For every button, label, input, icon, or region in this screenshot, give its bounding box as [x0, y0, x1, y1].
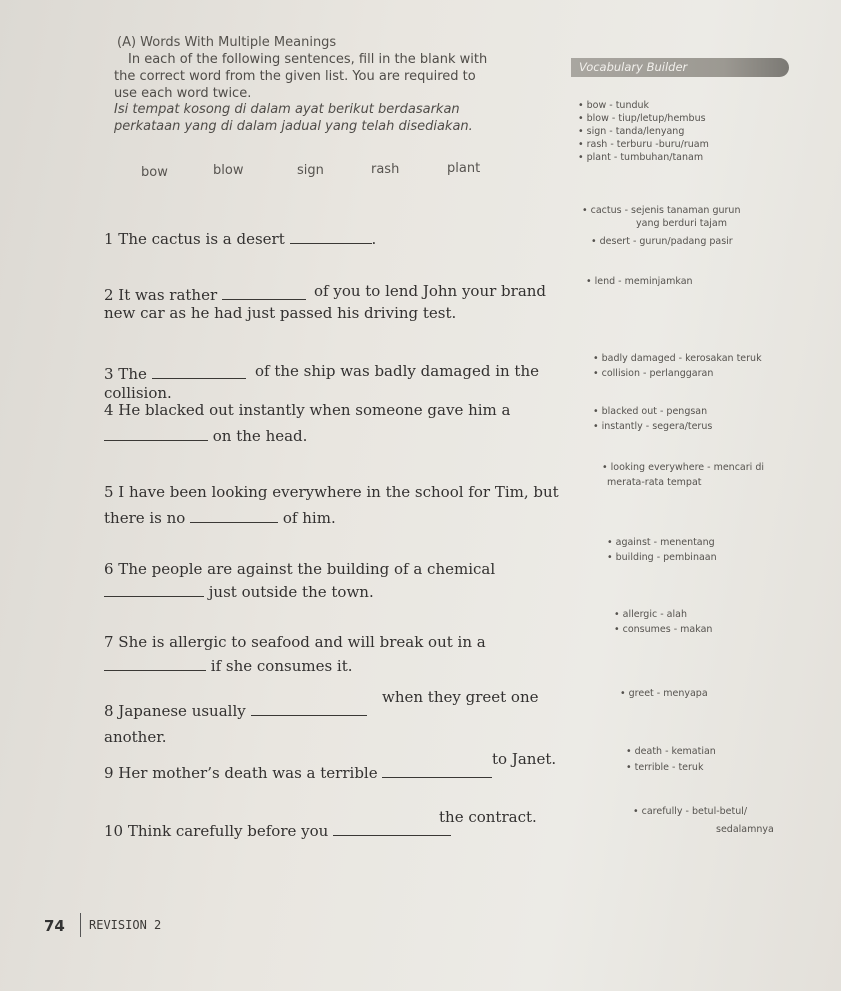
word-sign: sign — [297, 163, 324, 178]
question-3: 3 The — [104, 364, 246, 383]
vocab-entry: • rash - terburu -buru/ruam — [578, 139, 709, 150]
answer-blank[interactable] — [104, 426, 208, 441]
vocab-entry: • consumes - makan — [614, 624, 713, 635]
section-title: (A) Words With Multiple Meanings — [117, 35, 337, 50]
question-2-cont: of you to lend John your brand — [314, 282, 547, 300]
word-blow: blow — [213, 163, 244, 178]
word-rash: rash — [371, 162, 400, 177]
answer-blank[interactable] — [152, 364, 246, 379]
question-8: 8 Japanese usually — [104, 701, 367, 720]
vocab-entry: • greet - menyapa — [620, 688, 708, 699]
vocab-entry: yang berduri tajam — [636, 218, 728, 229]
vocab-entry: • plant - tumbuhan/tanam — [578, 152, 704, 163]
vocab-entry: • instantly - segera/terus — [593, 421, 713, 432]
question-2: 2 It was rather — [104, 285, 306, 304]
vocab-entry: • terrible - teruk — [626, 762, 704, 773]
vocab-entry: • bow - tunduk — [578, 100, 650, 111]
answer-blank[interactable] — [251, 701, 367, 716]
word-plant: plant — [447, 161, 481, 176]
answer-blank[interactable] — [382, 763, 492, 778]
question-8-line-2: another. — [104, 728, 167, 746]
vocab-entry: • sign - tanda/lenyang — [578, 126, 685, 137]
vocab-entry: • building - pembinaan — [607, 552, 717, 563]
vocab-entry: • badly damaged - kerosakan teruk — [593, 353, 762, 364]
question-6: 6 The people are against the building of a chemical — [104, 560, 496, 578]
question-4: 4 He blacked out instantly when someone gave him a — [104, 401, 511, 419]
footer-divider — [80, 913, 81, 937]
question-7: 7 She is allergic to seafood and will break out in a — [104, 633, 486, 651]
malay-instruction-2: perkataan yang di dalam jadual yang telah disediakan. — [114, 119, 473, 134]
question-3-cont: of the ship was badly damaged in the — [255, 362, 539, 380]
question-10: 10 Think carefully before you — [104, 821, 451, 840]
question-4-line-2: on the head. — [104, 426, 307, 445]
vocab-entry: • cactus - sejenis tanaman gurun — [582, 205, 741, 216]
vocab-entry: • collision - perlanggaran — [593, 368, 714, 379]
question-3-line-2: collision. — [104, 384, 172, 402]
vocab-entry: • blacked out - pengsan — [593, 406, 708, 417]
question-10-cont: the contract. — [439, 808, 537, 826]
vocab-entry: • looking everywhere - mencari di — [602, 462, 764, 473]
vocab-entry: • carefully - betul-betul/ — [633, 806, 748, 817]
instruction-line-3: use each word twice. — [114, 86, 252, 101]
answer-blank[interactable] — [290, 229, 372, 244]
answer-blank[interactable] — [333, 821, 451, 836]
question-9-cont: to Janet. — [492, 750, 557, 768]
word-bow: bow — [141, 165, 168, 180]
question-9: 9 Her mother’s death was a terrible — [104, 763, 492, 782]
vocab-entry: • desert - gurun/padang pasir — [591, 236, 733, 247]
vocab-entry: • allergic - alah — [614, 609, 687, 620]
question-5: 5 I have been looking everywhere in the school for Tim, but — [104, 483, 559, 501]
answer-blank[interactable] — [104, 656, 206, 671]
question-8-cont: when they greet one — [382, 688, 539, 706]
vocabulary-builder-badge — [571, 58, 789, 77]
vocab-entry: merata-rata tempat — [607, 477, 702, 488]
vocab-entry: • death - kematian — [626, 746, 716, 757]
vocab-entry: sedalamnya — [716, 824, 774, 835]
question-7-line-2: if she consumes it. — [104, 656, 353, 675]
instruction-line-1: In each of the following sentences, fill in the blank with — [128, 52, 488, 67]
vocabulary-builder-label: Vocabulary Builder — [579, 60, 688, 74]
answer-blank[interactable] — [190, 508, 278, 523]
page-number: 74 — [44, 917, 65, 935]
vocab-entry: • blow - tiup/letup/hembus — [578, 113, 706, 124]
question-6-line-2: just outside the town. — [104, 582, 374, 601]
answer-blank[interactable] — [222, 285, 306, 300]
instruction-line-2: the correct word from the given list. You are required to — [114, 69, 476, 84]
question-1: 1 The cactus is a desert . — [104, 230, 377, 248]
vocab-entry: • lend - meminjamkan — [586, 276, 693, 287]
footer-label: REVISION 2 — [89, 918, 162, 932]
question-2-line-2: new car as he had just passed his driving test. — [104, 304, 457, 322]
malay-instruction-1: Isi tempat kosong di dalam ayat berikut berdasarkan — [114, 102, 460, 117]
question-5-line-2: there is no of him. — [104, 509, 336, 527]
answer-blank[interactable] — [104, 582, 204, 597]
vocab-entry: • against - menentang — [607, 537, 715, 548]
